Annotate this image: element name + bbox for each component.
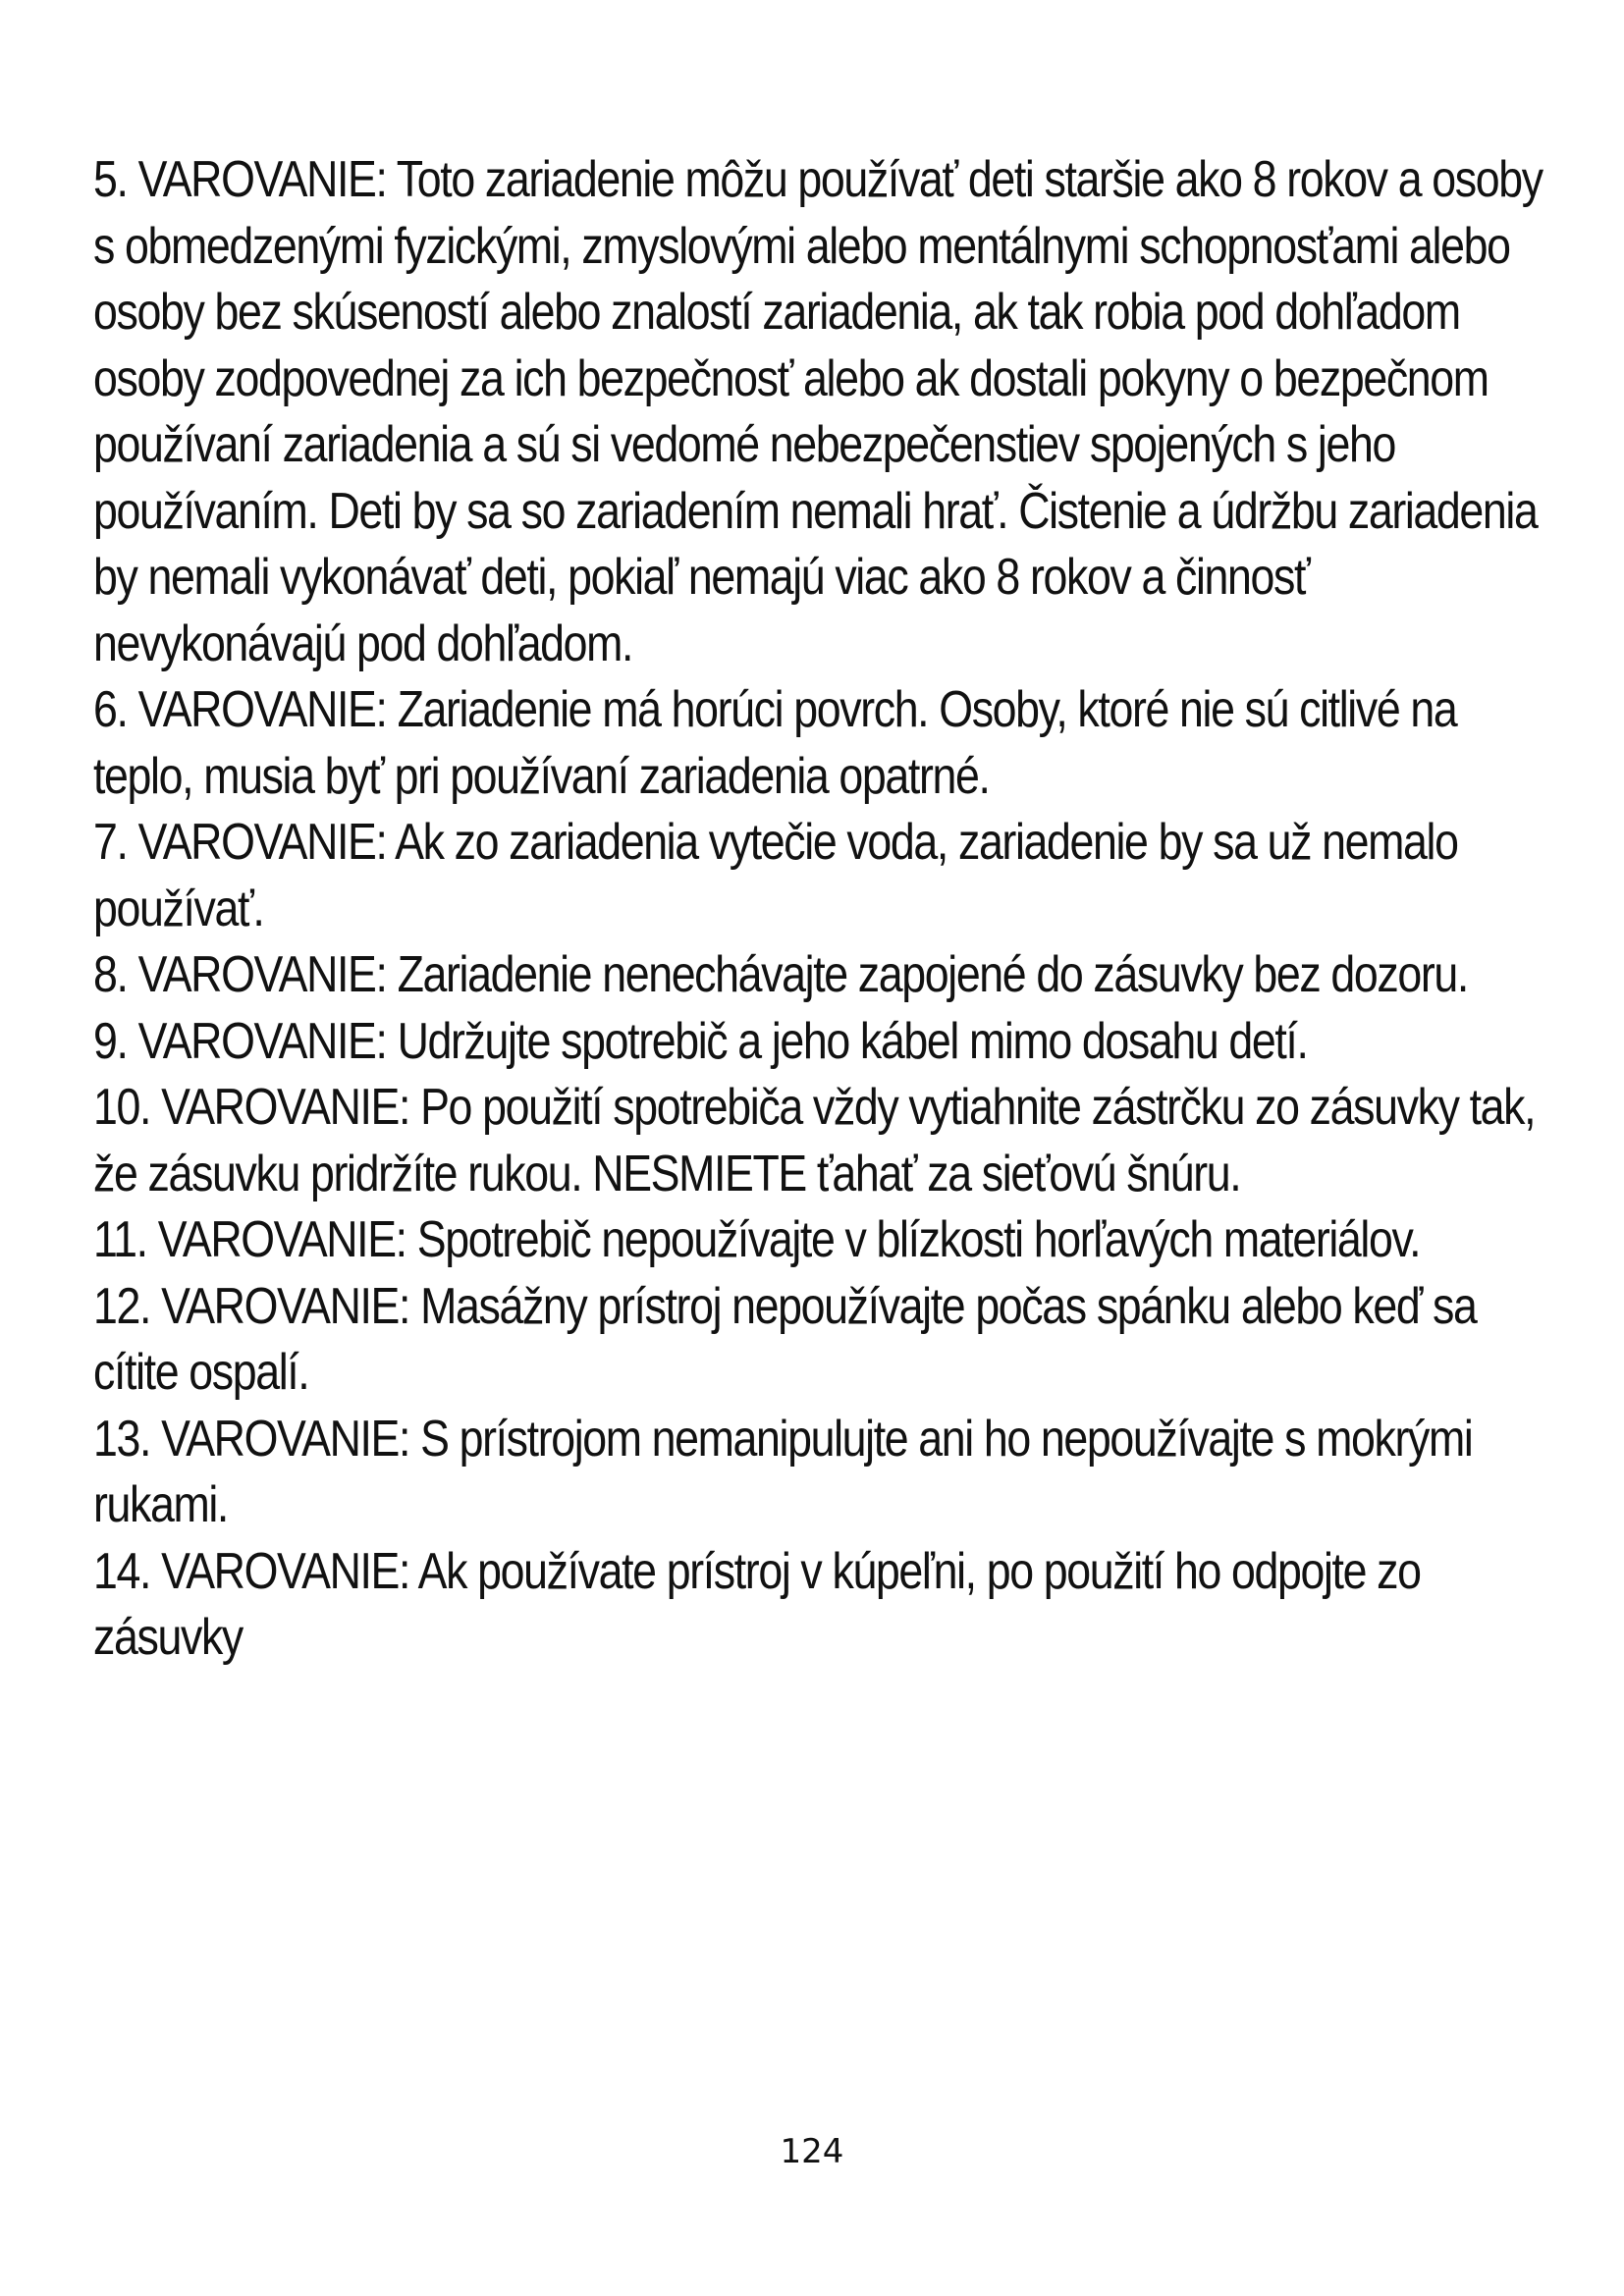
- page-number: 124: [780, 2132, 844, 2171]
- warning-item-13: 13. VAROVANIE: S prístrojom nemanipulujte ani ho nepoužívajte s mokrými rukami.: [93, 1410, 1473, 1533]
- warning-item-8: 8. VAROVANIE: Zariadenie nenechávajte zapojené do zásuvky bez dozoru.: [93, 946, 1468, 1003]
- warning-item-12: 12. VAROVANIE: Masážny prístroj nepoužívajte počas spánku alebo keď sa cítite ospalí.: [93, 1277, 1477, 1401]
- warning-item-6: 6. VAROVANIE: Zariadenie má horúci povrch. Osoby, ktoré nie sú citlivé na teplo, musia byť pri používaní zariadenia opatrné.: [93, 681, 1457, 805]
- warning-item-10: 10. VAROVANIE: Po použití spotrebiča vždy vytiahnite zástrčku zo zásuvky tak, že zásuvku pridržíte rukou. NESMIETE ťahať za sieťovú šnúru.: [93, 1079, 1536, 1202]
- warnings-list: [93, 147, 1546, 1672]
- warning-item-11: 11. VAROVANIE: Spotrebič nepoužívajte v blízkosti horľavých materiálov.: [93, 1211, 1421, 1268]
- warning-item-14: 14. VAROVANIE: Ak používate prístroj v kúpeľni, po použití ho odpojte zo zásuvky: [93, 1542, 1421, 1666]
- warning-item-7: 7. VAROVANIE: Ak zo zariadenia vytečie voda, zariadenie by sa už nemalo používať.: [93, 814, 1458, 937]
- warning-item-9: 9. VAROVANIE: Udržujte spotrebič a jeho kábel mimo dosahu detí.: [93, 1012, 1308, 1070]
- warning-item-5: 5. VAROVANIE: Toto zariadenie môžu používať deti staršie ako 8 rokov a osoby s obmedzenými fyzickými, zmyslovými alebo mentálnymi schopnosťami alebo osoby bez skúseností alebo znalostí zariadenia, ak tak robia pod dohľadom osoby zodpovednej za ich bezpečnosť alebo ak dostali pokyny o bezpečnom používaní zariadenia a sú si vedomé nebezpečenstiev spojených s jeho používaním. Deti by sa so zariadením nemali hrať. Čistenie a údržbu zariadenia by nemali vykonávať deti, pokiaľ nemajú viac ako 8 rokov a činnosť nevykonávajú pod dohľadom.: [93, 151, 1543, 672]
